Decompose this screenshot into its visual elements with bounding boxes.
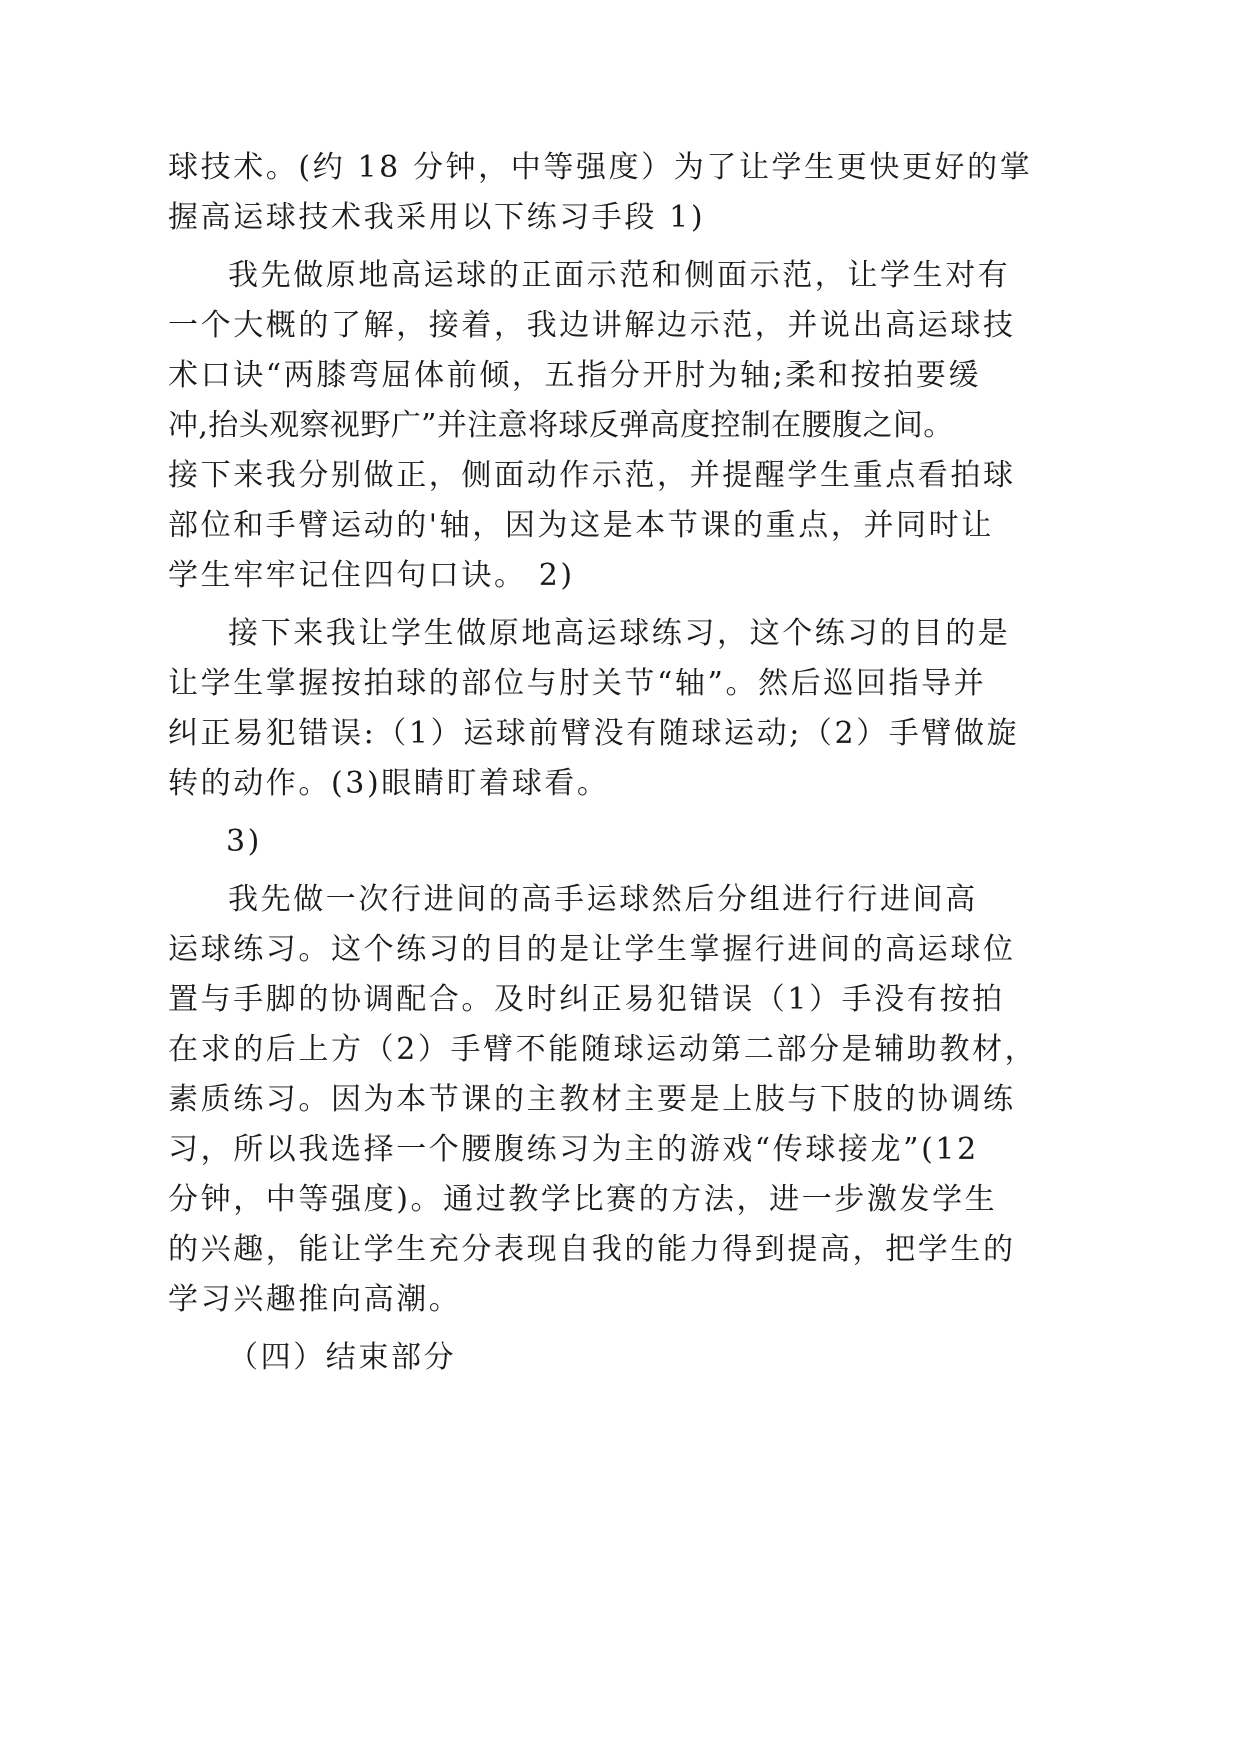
text-line-20: 习，所以我选择一个腰腹练习为主的游戏“传球接龙”(12	[168, 1132, 979, 1167]
text-line-12: 纠正易犯错误:（1）运球前臂没有随球运动;（2）手臂做旋	[168, 716, 1020, 751]
section-heading: （四）结束部分	[228, 1340, 457, 1375]
text-line-22: 的兴趣，能让学生充分表现自我的能力得到提高，把学生的	[168, 1232, 1016, 1267]
text-line-6: 冲,抬头观察视野广”并注意将球反弹高度控制在腰腹之间。	[168, 408, 954, 443]
text-line-17: 置与手脚的协调配合。及时纠正易犯错误（1）手没有按拍	[168, 982, 1005, 1017]
text-line-7: 接下来我分别做正，侧面动作示范，并提醒学生重点看拍球	[168, 458, 1016, 493]
text-line-5: 术口诀“两膝弯屈体前倾，五指分开肘为轴;柔和按拍要缓	[168, 358, 982, 393]
text-line-4: 一个大概的了解，接着，我边讲解边示范，并说出高运球技	[168, 308, 1016, 343]
text-line-3: 我先做原地高运球的正面示范和侧面示范，让学生对有	[228, 258, 1011, 293]
text-line-16: 运球练习。这个练习的目的是让学生掌握行进间的高运球位	[168, 932, 1016, 967]
text-line-18: 在求的后上方（2）手臂不能随球运动第二部分是辅助教材，	[168, 1032, 1038, 1067]
text-line-10: 接下来我让学生做原地高运球练习，这个练习的目的是	[228, 616, 1011, 651]
text-line-19: 素质练习。因为本节课的主教材主要是上肢与下肢的协调练	[168, 1082, 1016, 1117]
text-line-8: 部位和手臂运动的'轴，因为这是本节课的重点，并同时让	[168, 508, 994, 543]
text-line-11: 让学生掌握按拍球的部位与肘关节“轴”。然后巡回指导并	[168, 666, 987, 701]
text-line-1: 球技术。(约 18 分钟，中等强度）为了让学生更快更好的掌	[168, 150, 1033, 185]
text-line-23: 学习兴趣推向高潮。	[168, 1282, 462, 1317]
text-line-13: 转的动作。(3)眼睛盯着球看。	[168, 766, 610, 801]
text-line-9: 学生牢牢记住四句口诀。 2)	[168, 558, 575, 593]
text-line-2: 握高运球技术我采用以下练习手段 1)	[168, 200, 706, 235]
text-line-14: 3)	[226, 824, 262, 859]
text-line-15: 我先做一次行进间的高手运球然后分组进行行进间高	[228, 882, 978, 917]
text-line-21: 分钟，中等强度)。通过教学比赛的方法，进一步激发学生	[168, 1182, 998, 1217]
